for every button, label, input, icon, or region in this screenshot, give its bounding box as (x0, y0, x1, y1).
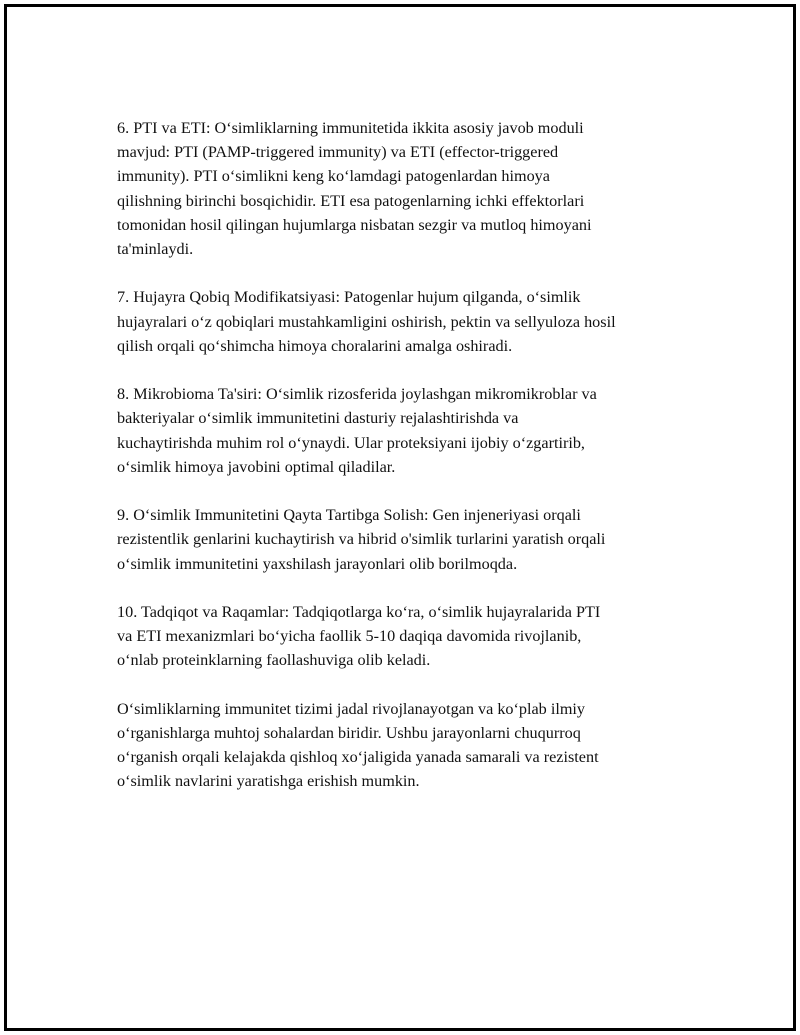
text-line: o‘simlik himoya javobini optimal qiladilar. (117, 457, 396, 476)
text-line: qilish orqali qo‘shimcha himoya choralarini amalga oshiradi. (117, 336, 513, 355)
text-line: 8. Mikrobioma Ta'siri: O‘simlik rizosferida joylashgan mikromikroblar va (117, 385, 597, 404)
text-line: o‘simlik navlarini yaratishga erishish mumkin. (117, 772, 420, 791)
text-line: o‘rganishlarga muhtoj sohalardan biridir. Ushbu jarayonlarni chuqurroq (117, 724, 581, 742)
text-line: o‘simlik immunitetini yaxshilash jarayonlari olib borilmoqda. (117, 554, 518, 573)
paragraph-conclusion (117, 697, 697, 794)
text-line: hujayralari o‘z qobiqlari mustahkamligini oshirish, pektin va sellyuloza hosil (117, 312, 616, 331)
text-line: 10. Tadqiqot va Raqamlar: Tadqiqotlarga ko‘ra, o‘simlik hujayralarida PTI (117, 603, 601, 621)
paragraph-reprogramming (117, 503, 697, 576)
text-line: 6. PTI va ETI: O‘simliklarning immunitetida ikkita asosiy javob moduli (117, 119, 584, 137)
paragraph-microbiome (117, 382, 697, 479)
paragraph-cell-wall (117, 285, 697, 358)
text-line: 7. Hujayra Qobiq Modifikatsiyasi: Patogenlar hujum qilganda, o‘simlik (117, 288, 581, 307)
paragraph-pti-eti (117, 116, 697, 261)
text-line: 9. O‘simlik Immunitetini Qayta Tartibga Solish: Gen injeneriyasi orqali (117, 506, 581, 525)
text-line: kuchaytirishda muhim rol o‘ynaydi. Ular proteksiyani ijobiy o‘zgartirib, (117, 433, 585, 452)
text-line: bakteriyalar o‘simlik immunitetini dasturiy rejalashtirishda va (117, 409, 519, 428)
text-line: rezistentlik genlarini kuchaytirish va hibrid o'simlik turlarini yaratish orqali (117, 530, 606, 549)
text-line: tomonidan hosil qilingan hujumlarga nisbatan sezgir va mutloq himoyani (117, 215, 592, 234)
document-body (117, 116, 697, 818)
text-line: mavjud: PTI (PAMP-triggered immunity) va ETI (effector-triggered (117, 143, 559, 162)
text-line: qilishning birinchi bosqichidir. ETI esa patogenlarning ichki effektorlari (117, 191, 585, 210)
text-line: immunity). PTI o‘simlikni keng ko‘lamdagi patogenlardan himoya (117, 167, 550, 186)
text-line: O‘simliklarning immunitet tizimi jadal rivojlanayotgan va ko‘plab ilmiy (117, 699, 585, 718)
text-line: o‘rganish orqali kelajakda qishloq xo‘jaligida yanada samarali va rezistent (117, 748, 599, 767)
text-line: o‘nlab proteinklarning faollashuviga olib keladi. (117, 651, 431, 670)
paragraph-research (117, 600, 697, 673)
text-line: ta'minlaydi. (117, 240, 194, 259)
text-line: va ETI mexanizmlari bo‘yicha faollik 5-10 daqiqa davomida rivojlanib, (117, 627, 582, 646)
